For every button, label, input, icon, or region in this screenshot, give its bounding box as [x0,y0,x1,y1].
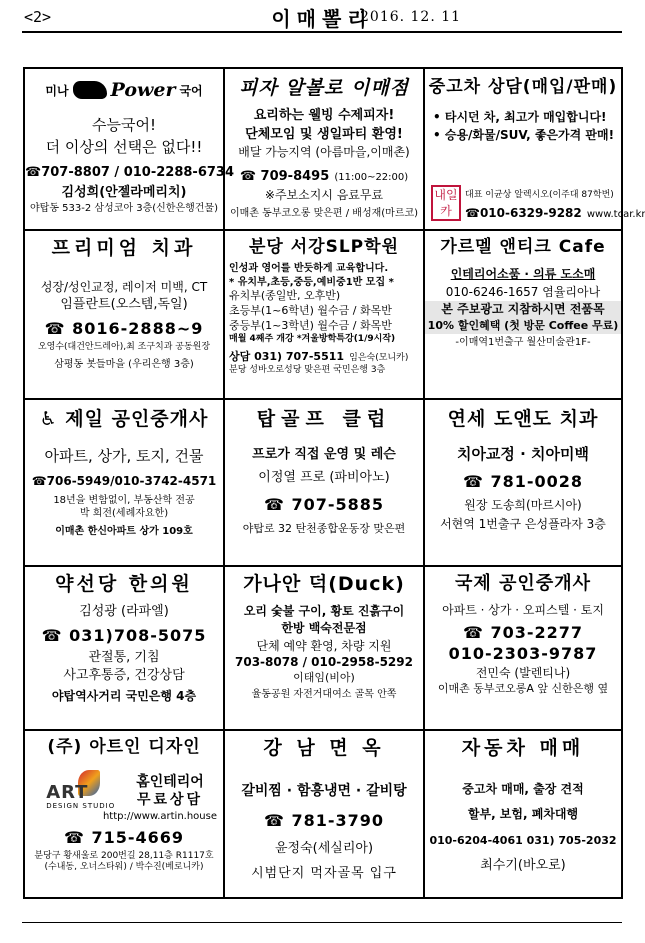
address: 분당 성바오로성당 맞은편 국민은행 3층 [229,365,386,376]
ad-title: 자동차 매매 [461,737,585,759]
phone-number: ☎ 715-4669 [63,827,185,847]
ad-bullet: • 승용/화물/SUV, 좋은가격 판매! [433,128,615,143]
ad-gukje-realty [425,567,621,729]
ad-title: 국제 공인중개사 [455,573,591,594]
contact-name: 이태임(비아) [293,670,355,684]
ad-jeil-realty [25,400,223,565]
contact-name: 김성광 (라파엘) [79,603,169,619]
ad-line: 한방 백숙전문점 [281,621,367,636]
contact-name: 김성희(안젤라메리치) [61,184,187,200]
bulletin-title: 이매뽈리 [271,7,373,31]
ad-line: 임플란트(오스템,독일) [60,297,188,313]
logo-line: 무료상담 [136,792,204,809]
issue-date: 2016. 12. 11 [360,9,462,25]
ad-line: 단체모임 및 생일파티 환영! [245,126,403,142]
phone-number: ☎ 707-5885 [263,495,385,515]
address: 율동공원 자전거대여소 골목 안쪽 [251,688,397,700]
contact-name: 원장 도송희(마르시아) [464,497,582,512]
address: 시범단지 먹자골목 입구 [251,865,397,881]
ad-line: 프로가 직접 운영 및 레슨 [252,446,396,462]
phone-number: ☎706-5949/010-3742-4571 [31,473,217,488]
ad-line: * 유치부,초등,중등,예비중1반 모집 * [229,276,394,288]
ad-used-car [425,69,645,229]
ad-line: 본 주보광고 지참하시면 전품목 [425,301,621,318]
ad-canaan-duck [225,567,423,729]
ad-line: 요리하는 웰빙 수제피자! [253,107,395,123]
ad-title: ♿ 제일 공인중개사 [39,408,209,430]
ad-title: 약선당 한의원 [55,573,193,595]
phone-number: ☎ 8016-2888~9 [44,318,204,338]
ad-line: 아파트, 상가, 토지, 건물 [44,446,204,465]
phone-number: 상담 031) 707-5511 [229,350,345,364]
artin-logo [25,766,223,816]
ad-line: 오리 숯불 구이, 황토 진흙구이 [243,603,405,618]
business-hours: (11:00~22:00) [334,171,409,183]
website-url: www.tcar.kr [586,208,645,220]
car-logo [431,185,461,221]
ad-artin-design [25,731,223,901]
logo-art-text: ART [46,782,89,804]
ad-bullet: • 타시던 차, 최고가 매입합니다! [433,110,607,125]
contact-name: 전민숙 (발렌티나) [475,665,571,680]
ad-title: 가나안 덕(Duck) [243,573,405,595]
page-header [0,0,644,36]
contact-name: 최수기(바오로) [480,857,566,873]
ad-gangnam-myeonok [225,731,423,901]
ad-title: 탑골프 클럽 [256,408,392,430]
address: 야탑로 32 탄천종합운동장 맞은편 [242,522,406,536]
address: 야탑동 533-2 삼성코아 3층(신한은행건물) [30,203,218,215]
ad-line: 010-6246-1657 염율리아나 [445,284,601,299]
ad-car-trading [425,731,621,901]
phone-number: ☎ 781-3790 [263,811,385,831]
contact-name: 임은숙(모니카) [349,353,409,364]
address: -이매역1번출구 월산미술관1F- [455,337,591,349]
brand-suffix: 국어 [179,83,203,98]
ad-grid [23,67,645,899]
ad-line: 10% 할인혜택 (첫 방문 Coffee 무료) [425,318,621,334]
ad-line: 인테리어소품 · 의류 도소매 [450,267,596,282]
brand-logo [25,73,223,107]
ad-line: 초등부(1~6학년) 월수금 / 화목반 [229,304,392,318]
phone-number-mobile: 010-2303-9787 [448,643,598,663]
footer-rule [22,922,622,923]
ad-yonsei-dental [425,400,621,565]
ad-line: 단체 예약 환영, 차량 지원 [256,638,392,653]
phone-number: ☎ 703-2277 [462,622,584,642]
ad-mina-power-korean [25,69,234,229]
ad-line: 사고후통증, 건강상담 [63,668,185,684]
ad-premium-dental [25,231,223,398]
ad-top-golf [225,400,423,565]
ad-line: 관절통, 기침 [88,649,160,665]
ad-line: 중고차 매매, 출장 견적 [462,781,584,796]
address: 이매촌 한신아파트 상가 109호 [55,525,193,537]
ad-carmel-antique [425,231,621,398]
doctors: 오영수(대건안드레아),최 조구치과 공동원장 [37,341,211,352]
ad-title: (주) 아트인 디자인 [47,737,201,757]
phone-number: 010-6204-4061 031) 705-2032 [429,833,617,847]
ad-pizza-alvolo [225,69,423,229]
phone-number: 703-8078 / 010-2958-5292 [235,654,413,669]
ad-line: 성장/성인교정, 레이저 미백, CT [40,279,208,294]
contact-name: 이정열 프로 (파비아노) [258,469,390,485]
phone-number: ☎ 709-8495 [239,168,330,184]
ad-line: 매월 4째주 개강 *겨울방학특강(1/9시작) [229,333,396,344]
page-number: <2> [24,8,52,26]
ad-title: 강 남 면 옥 [263,737,385,759]
ad-yakseondang [25,567,223,729]
address: 삼평동 봇들마을 (우리은행 3층) [54,358,194,370]
address: 이매촌 동부코오롱 맞은편 / 배성재(마르코) [229,207,419,219]
phone-number: ☎ 781-0028 [462,471,584,491]
ad-title: 중고차 상담(매입/판매) [428,77,618,97]
ad-line: 더 이상의 선택은 없다!! [45,137,203,156]
header-rule [22,31,622,33]
ad-line: 아파트 · 상가 · 오피스텔 · 토지 [442,602,604,617]
ad-title: 피자 알볼로 이매점 [238,77,410,99]
contact-name: 대표 이균상 알렉시오(이주대 87학번) [465,189,614,200]
contact-name: 박 희전(세례자요한) [79,508,169,519]
logo-sub-text: DESIGN STUDIO [46,802,116,811]
promo-note: ※주보소지시 음료무료 [264,188,384,203]
ad-line: 치아교정 · 치아미백 [456,444,590,463]
power-swoosh-icon [73,81,107,99]
ad-line: 할부, 보험, 폐차대행 [467,807,579,822]
ad-line: 인성과 영어를 반듯하게 교육합니다. [229,263,389,275]
ad-title: 프리미엄 치과 [51,237,197,259]
address: 분당구 황새울로 200번길 28,11층 R1117호 [34,850,214,861]
phone-number: ☎010-6329-9282 [465,205,582,220]
ad-line: 중등부(1~3학년) 월수금 / 화목반 [229,318,392,332]
address: 서현역 1번출구 은성플라자 3층 [440,516,606,531]
contact-name: 윤정숙(세실리아) [274,841,374,857]
ad-title: 분당 서강SLP학원 [249,237,399,257]
ad-title: 연세 도앤도 치과 [447,408,599,430]
art-design-logo [44,766,128,816]
ad-line: 18년을 변함없이, 부동산학 전공 [53,494,195,506]
address: 야탑역사거리 국민은행 4층 [51,689,197,704]
brand-prefix: 미나 [45,83,69,98]
phone-number: ☎707-8807 / 010-2288-6734 [25,164,234,180]
address: 이매촌 동부코오롱A 앞 신한은행 옆 [437,682,609,696]
ad-title: 가르멜 앤티크 Cafe [440,237,606,257]
ad-line: 수능국어! [92,116,156,134]
car-logo-text: 내일카 [434,188,458,218]
ad-line: 배달 가능지역 (아름마을,이매촌) [238,145,410,160]
address: (수내동, 오너스타워) / 박수진(베로니카) [44,862,204,873]
website-url[interactable]: http://www.artin.house [102,811,217,823]
ad-line: 갈비찜 · 함흥냉면 · 갈비탕 [241,782,407,799]
phone-number: ☎ 031)708-5075 [41,625,207,645]
logo-line: 홈인테리어 [136,774,204,791]
ad-seogang-slp [225,231,423,398]
ad-line: 유치부(종일반, 오후반) [229,289,341,303]
brand-power: Power [110,79,176,101]
